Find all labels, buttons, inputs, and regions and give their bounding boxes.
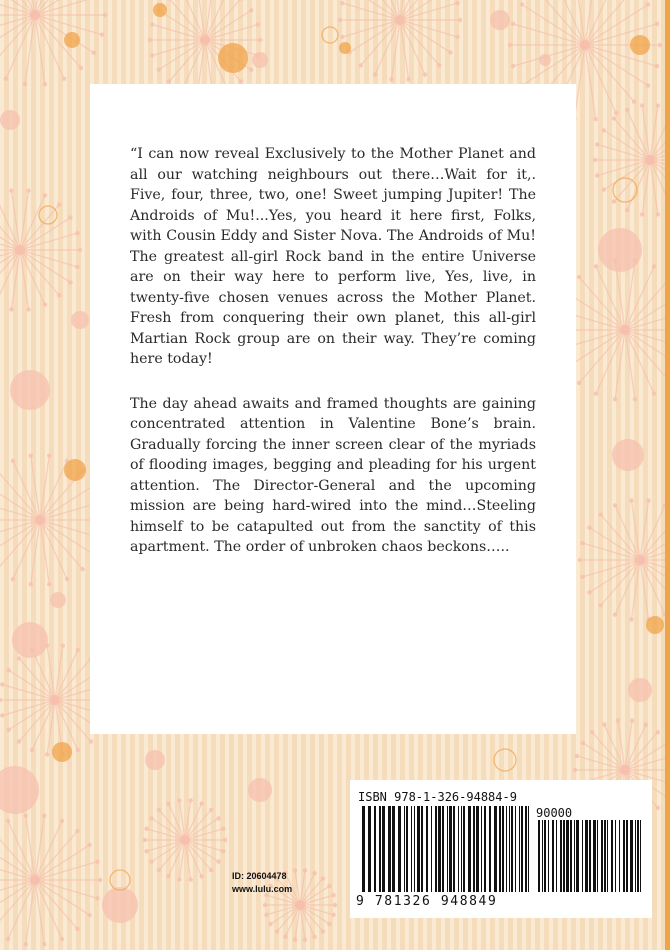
publisher-imprint bbox=[232, 870, 292, 896]
ean-barcode-image bbox=[362, 806, 530, 892]
blurb-panel bbox=[90, 84, 576, 734]
spine-edge bbox=[665, 0, 670, 950]
blurb-paragraph-2: The day ahead awaits and framed thoughts are gaining concentrated attention in Valentine Bone’s brain. Gradually forcing the inner screen clear of the myriads of flooding images, begging and pleading for his urgent attention. The Director-General and the upcoming mission are being hard-wired into the mind…Steeling himself to be catapulted out from the sanctity of this apartment. The order of unbroken chaos beckons….. bbox=[130, 395, 536, 555]
isbn-label: ISBN 978-1-326-94884-9 bbox=[358, 790, 517, 804]
barcode-box bbox=[350, 780, 652, 918]
price-code: 90000 bbox=[536, 806, 573, 820]
lulu-site: www.lulu.com bbox=[232, 884, 293, 894]
lulu-id: ID: 20604478 bbox=[232, 871, 287, 881]
blurb-paragraph-1: “I can now reveal Exclusively to the Mother Planet and all our watching neighbours out there…Wait for it,. Five, four, three, two, one! Sweet jumping Jupiter! The Androids of Mu!...Yes, you heard it here first, Folks, with Cousin Eddy and Sister Nova. The Androids of Mu! The greatest all-girl Rock band in the entire Universe are on their way here to perform live, Yes, live, in twenty-five chosen venues across the Mother Planet. Fresh from conquering their own planet, this all-girl Martian Rock group are on their way. They’re coming here today! bbox=[130, 146, 536, 367]
price-barcode-image bbox=[538, 820, 642, 892]
ean-digits: 9 781326 948849 bbox=[356, 894, 498, 909]
